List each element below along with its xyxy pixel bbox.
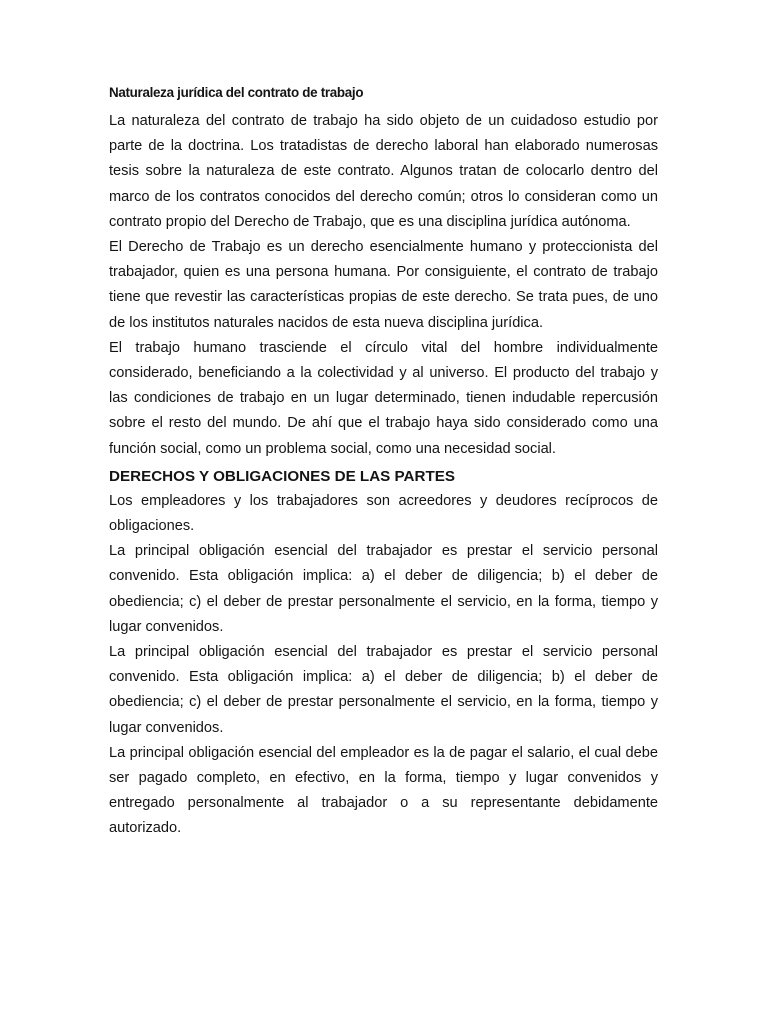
paragraph-obligacion-empleador: La principal obligación esencial del empleador es la de pagar el salario, el cual debe ser pagado completo, en efectivo, en la forma, tiempo y lugar convenidos y entregado personalmente al trabajador o a su representante debidamente autorizado. — [109, 744, 658, 837]
paragraph-acreedores-deudores: Los empleadores y los trabajadores son acreedores y deudores recíprocos de obligaciones. — [109, 492, 658, 535]
paragraph-derecho-humano: El Derecho de Trabajo es un derecho esencialmente humano y proteccionista del trabajador, quien es una persona humana. Por consiguiente, el contrato de trabajo tiene que revestir las características propias de este derecho. Se trata pues, de uno de los institutos naturales nacidos de esta nueva disciplina jurídica. — [109, 239, 658, 331]
paragraph-naturaleza: La naturaleza del contrato de trabajo ha sido objeto de un cuidadoso estudio por parte de la doctrina. Los tratadistas de derecho laboral han elaborado numerosas tesis sobre la naturaleza de este contrato. Algunos tratan de colocarlo dentro del marco de los contratos conocidos del derecho común; otros lo consideran como un contrato propio del Derecho de Trabajo, que es una disciplina jurídica autónoma. — [109, 113, 658, 230]
section-heading-derechos-obligaciones: DERECHOS Y OBLIGACIONES DE LAS PARTES — [109, 467, 455, 485]
document-page — [109, 84, 658, 842]
paragraph-obligacion-trabajador-repeat: La principal obligación esencial del trabajador es prestar el servicio personal convenido. Esta obligación implica: a) el deber de diligencia; b) el deber de obediencia; c) el deber de prestar personalmente el servicio, en la forma, tiempo y lugar convenidos. — [109, 644, 658, 736]
paragraph-obligacion-trabajador: La principal obligación esencial del trabajador es prestar el servicio personal convenido. Esta obligación implica: a) el deber de diligencia; b) el deber de obediencia; c) el deber de prestar personalmente el servicio, en la forma, tiempo y lugar convenidos. — [109, 543, 658, 635]
paragraph-trabajo-humano: El trabajo humano trasciende el círculo vital del hombre individualmente considerado, beneficiando a la colectividad y al universo. El producto del trabajo y las condiciones de trabajo en un lugar determinado, tienen indudable repercusión sobre el resto del mundo. De ahí que el trabajo haya sido considerado como una función social, como un problema social, como una necesidad social. — [109, 339, 658, 457]
document-title: Naturaleza jurídica del contrato de trabajo — [109, 85, 364, 100]
